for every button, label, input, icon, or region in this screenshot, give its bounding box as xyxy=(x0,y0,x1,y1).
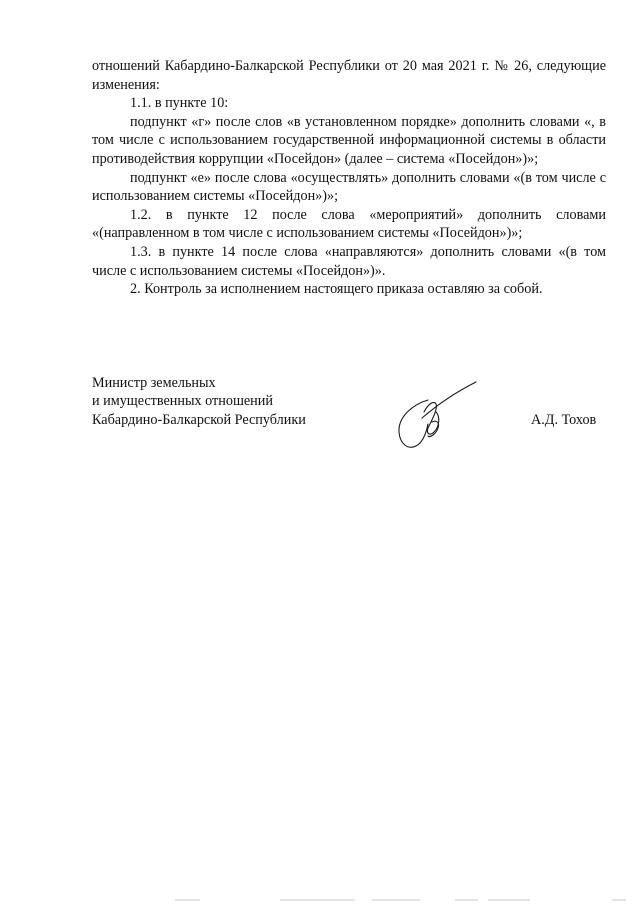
paragraph-item-1-1: 1.1. в пункте 10: xyxy=(130,95,229,112)
signer-position-line: Кабардино-Балкарской Республики xyxy=(92,411,306,428)
paragraph-subitem-e: подпункт «е» после слова «осуществлять» дополнить словами «(в том числе с использованием системы «Посейдон»)»; xyxy=(92,169,606,205)
signer-position-line: и имущественных отношений xyxy=(92,393,273,410)
order-body-text xyxy=(92,57,606,299)
signer-position xyxy=(92,374,352,429)
signer-position-line: Министр земельных xyxy=(92,375,216,391)
signer-name: А.Д. Тохов xyxy=(531,412,597,428)
paragraph-item-1-2: 1.2. в пункте 12 после слова «мероприятий» дополнить словами «(направленном в том числе с использованием системы «Посейдон»)»; xyxy=(92,206,606,242)
paragraph-amendments-intro: отношений Кабардино-Балкарской Республики от 20 мая 2021 г. № 26, следующие изменения: xyxy=(92,58,606,93)
scan-artifact-marks xyxy=(0,894,640,905)
paragraph-item-2-control: 2. Контроль за исполнением настоящего приказа оставляю за собой. xyxy=(130,281,543,298)
paragraph-item-1-3: 1.3. в пункте 14 после слова «направляются» дополнить словами «(в том числе с использованием системы «Посейдон»)». xyxy=(92,243,606,279)
paragraph-subitem-g: подпункт «г» после слов «в установленном порядке» дополнить словами «, в том числе с использованием государственной информационной системы в области противодействия коррупции «Посейдон» (далее – система «Посейдон»)»; xyxy=(92,113,606,167)
handwritten-signature xyxy=(388,376,480,454)
